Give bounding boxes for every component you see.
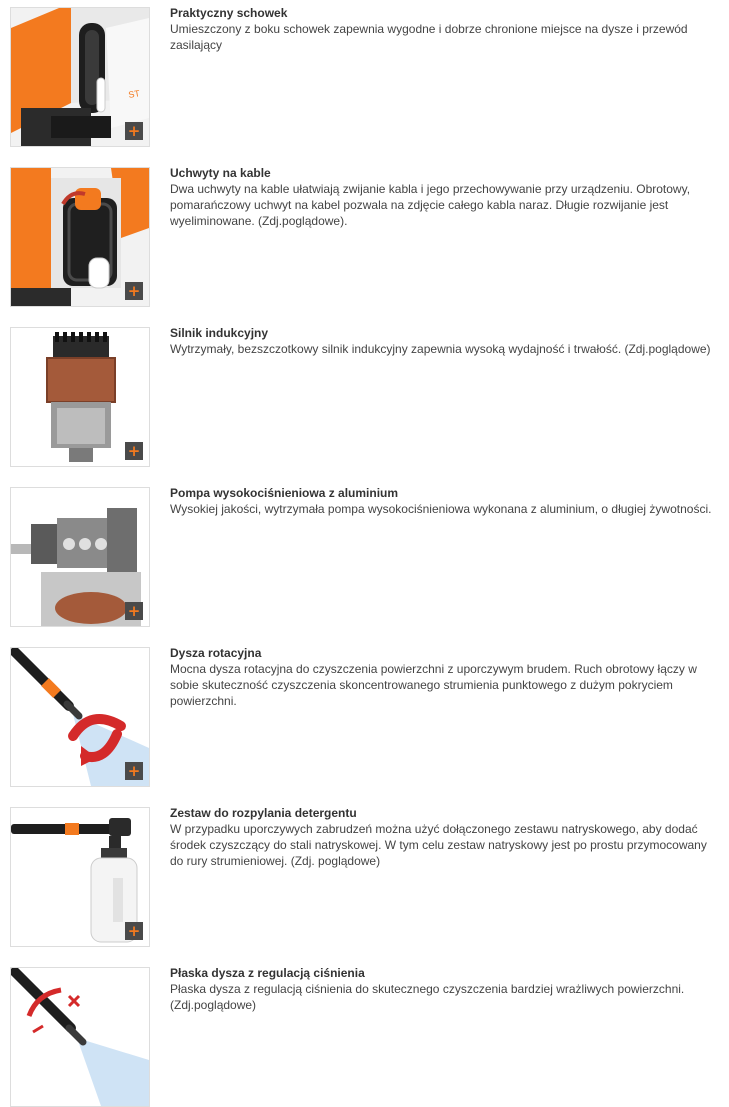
- cable-holders-image[interactable]: [10, 167, 150, 307]
- expand-plus-icon[interactable]: +: [125, 762, 143, 780]
- feature-title: Płaska dysza z regulacją ciśnienia: [170, 966, 365, 980]
- feature-description: Płaska dysza z regulacją ciśnienia do skutecznego czyszczenia bardziej wrażliwych powierzchni. (Zdj.poglądowe): [170, 982, 685, 1012]
- feature-title: Praktyczny schowek: [170, 6, 288, 20]
- feature-text: [170, 965, 718, 1013]
- feature-item-induction-motor: [0, 320, 729, 460]
- feature-item-storage: [0, 0, 729, 140]
- storage-compartment-image[interactable]: [10, 7, 150, 147]
- rotary-nozzle-image[interactable]: [10, 647, 150, 787]
- feature-title: Uchwyty na kable: [170, 166, 271, 180]
- feature-text: [170, 485, 718, 517]
- flat-nozzle-image[interactable]: [10, 967, 150, 1107]
- feature-item-rotary-nozzle: [0, 640, 729, 780]
- flat-nozzle-illustration: [11, 968, 149, 1106]
- detergent-spray-kit-image[interactable]: [10, 807, 150, 947]
- feature-description: Wytrzymały, bezszczotkowy silnik indukcyjny zapewnia wysoką wydajność i trwałość. (Zdj.poglądowe): [170, 342, 711, 356]
- feature-description: Umieszczony z boku schowek zapewnia wygodne i dobrze chronione miejsce na dysze i przewód zasilający: [170, 22, 688, 52]
- feature-text: [170, 325, 718, 357]
- feature-text: [170, 645, 718, 709]
- expand-plus-icon[interactable]: +: [125, 442, 143, 460]
- feature-item-cable-holders: [0, 160, 729, 300]
- feature-description: W przypadku uporczywych zabrudzeń można użyć dołączonego zestawu natryskowego, aby dodać środek czyszczący do stali natryskowej. W tym celu zestaw natryskowy jest po prostu przymocowany do rury strumieniowej. (Zdj. poglądowe): [170, 822, 707, 868]
- feature-text: [170, 805, 718, 869]
- feature-description: Dwa uchwyty na kable ułatwiają zwijanie kabla i jego przechowywanie przy urządzeniu. Obrotowy, pomarańczowy uchwyt na kabel pozwala na zdjęcie całego kabla naraz. Długie rozwijanie jest wyeliminowane. (Zdj.poglądowe).: [170, 182, 691, 228]
- feature-item-aluminium-pump: [0, 480, 729, 620]
- feature-title: Zestaw do rozpylania detergentu: [170, 806, 357, 820]
- svg-text:ST: ST: [127, 88, 141, 100]
- feature-title: Dysza rotacyjna: [170, 646, 262, 660]
- expand-plus-icon[interactable]: +: [125, 282, 143, 300]
- expand-plus-icon[interactable]: +: [125, 122, 143, 140]
- induction-motor-image[interactable]: [10, 327, 150, 467]
- feature-title: Silnik indukcyjny: [170, 326, 269, 340]
- feature-item-detergent-kit: [0, 800, 729, 940]
- feature-text: [170, 165, 718, 229]
- expand-plus-icon[interactable]: +: [125, 922, 143, 940]
- feature-text: [170, 5, 718, 53]
- feature-description: Mocna dysza rotacyjna do czyszczenia powierzchni z uporczywym brudem. Ruch obrotowy łączy w sobie skuteczność czyszczenia skoncentrowanego strumienia punktowego z dużym pokryciem powierzchni.: [170, 662, 697, 708]
- feature-item-flat-nozzle: [0, 960, 729, 1100]
- aluminium-pump-image[interactable]: [10, 487, 150, 627]
- feature-title: Pompa wysokociśnieniowa z aluminium: [170, 486, 399, 500]
- feature-description: Wysokiej jakości, wytrzymała pompa wysokociśnieniowa wykonana z aluminium, o długiej żywotności.: [170, 502, 712, 516]
- expand-plus-icon[interactable]: +: [125, 602, 143, 620]
